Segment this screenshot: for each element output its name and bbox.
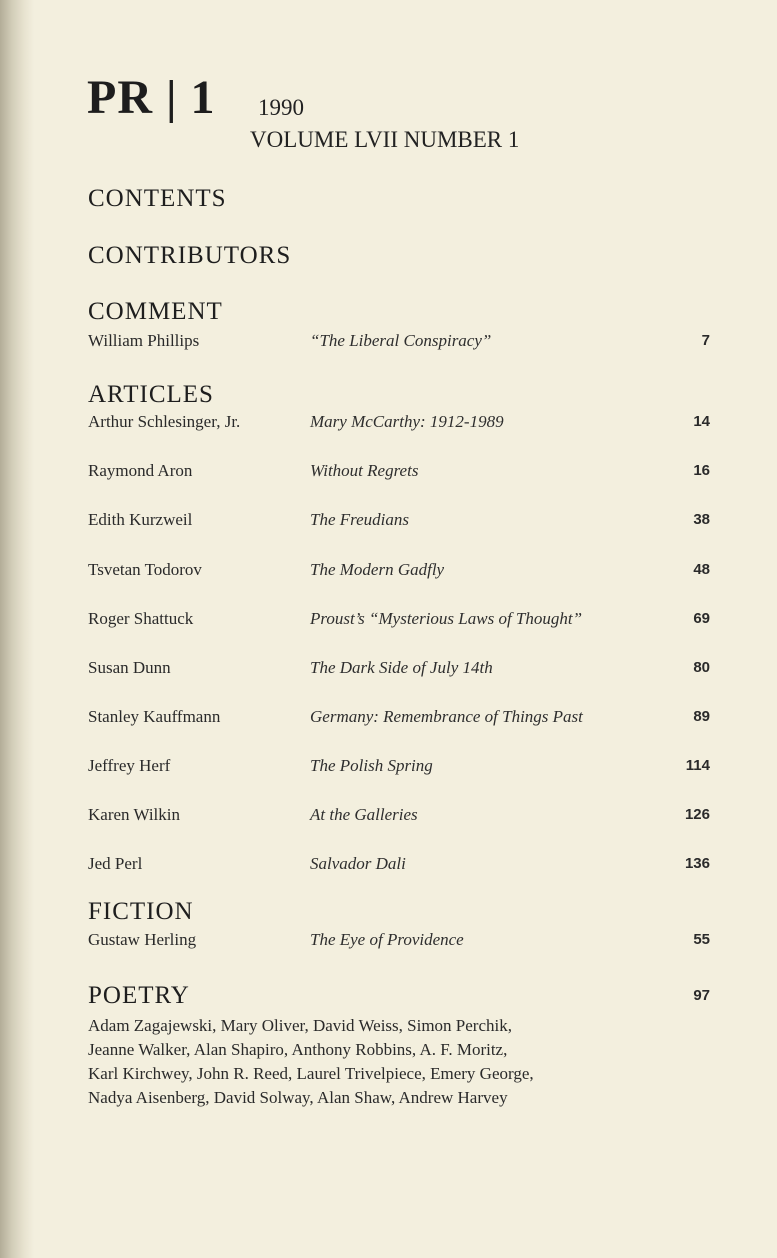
entry-title: “The Liberal Conspiracy” [310,331,492,350]
entry-title: Without Regrets [310,461,419,480]
entry-author: Edith Kurzweil [88,510,193,529]
entry-page: 136 [684,855,710,872]
entry-author: William Phillips [88,331,200,350]
entry-page: 114 [685,757,710,774]
fiction-heading: FICTION [88,898,194,925]
article-entry [88,607,710,631]
entry-page: 55 [693,931,710,948]
entry-author: Karen Wilkin [88,805,181,824]
comment-heading: COMMENT [88,298,223,325]
entry-title: The Dark Side of July 14th [310,658,493,677]
entry-author: Tsvetan Todorov [88,560,202,579]
entry-page: 126 [684,806,710,823]
entry-title: Salvador Dali [310,854,406,873]
entry-title: The Polish Spring [310,756,433,775]
article-entry [88,754,710,778]
entry-author: Arthur Schlesinger, Jr. [88,412,241,431]
entry-author: Jed Perl [88,854,143,873]
article-entry [88,705,710,729]
comment-entry [88,329,710,353]
entry-title: At the Galleries [310,805,418,824]
entry-page: 38 [693,511,710,528]
entry-title: Mary McCarthy: 1912-1989 [310,412,504,431]
entry-page: 69 [693,610,710,627]
entry-title: Germany: Remembrance of Things Past [310,707,583,726]
poetry-page-number: 97 [693,987,710,1004]
poetry-contributors [88,1014,688,1110]
entry-author: Gustaw Herling [88,930,197,949]
entry-page: 48 [693,561,710,578]
entry-title: The Eye of Providence [310,930,464,949]
poets-line: Adam Zagajewski, Mary Oliver, David Weiss, Simon Perchik, [88,1016,512,1035]
article-entry [88,558,710,582]
entry-page: 89 [693,708,710,725]
entry-page: 14 [693,413,710,430]
entry-title: The Modern Gadfly [310,560,445,579]
article-entry [88,459,710,483]
poetry-heading: POETRY [88,982,190,1009]
article-entry [88,803,710,827]
poets-line: Karl Kirchwey, John R. Reed, Laurel Trivelpiece, Emery George, [88,1064,534,1083]
fiction-entry [88,928,710,952]
entry-page: 16 [693,462,710,479]
article-entry [88,656,710,680]
entry-author: Roger Shattuck [88,609,194,628]
entry-author: Susan Dunn [88,658,171,677]
entry-author: Raymond Aron [88,461,193,480]
article-entry [88,508,710,532]
entry-author: Stanley Kauffmann [88,707,221,726]
journal-logo: PR | 1 [87,71,216,124]
issue-year: 1990 [258,95,304,120]
entry-title: The Freudians [310,510,410,529]
entry-title: Proust’s “Mysterious Laws of Thought” [310,609,583,628]
article-entry [88,410,710,434]
articles-heading: ARTICLES [88,381,214,408]
poets-line: Jeanne Walker, Alan Shapiro, Anthony Robbins, A. F. Moritz, [88,1040,508,1059]
poets-line: Nadya Aisenberg, David Solway, Alan Shaw, Andrew Harvey [88,1088,508,1107]
contents-heading: CONTENTS [88,185,227,212]
entry-author: Jeffrey Herf [88,756,171,775]
entry-page: 80 [693,659,710,676]
issue-volume: VOLUME LVII NUMBER 1 [250,127,520,152]
contributors-heading: CONTRIBUTORS [88,242,292,269]
article-entry [88,852,710,876]
entry-page: 7 [701,332,710,349]
